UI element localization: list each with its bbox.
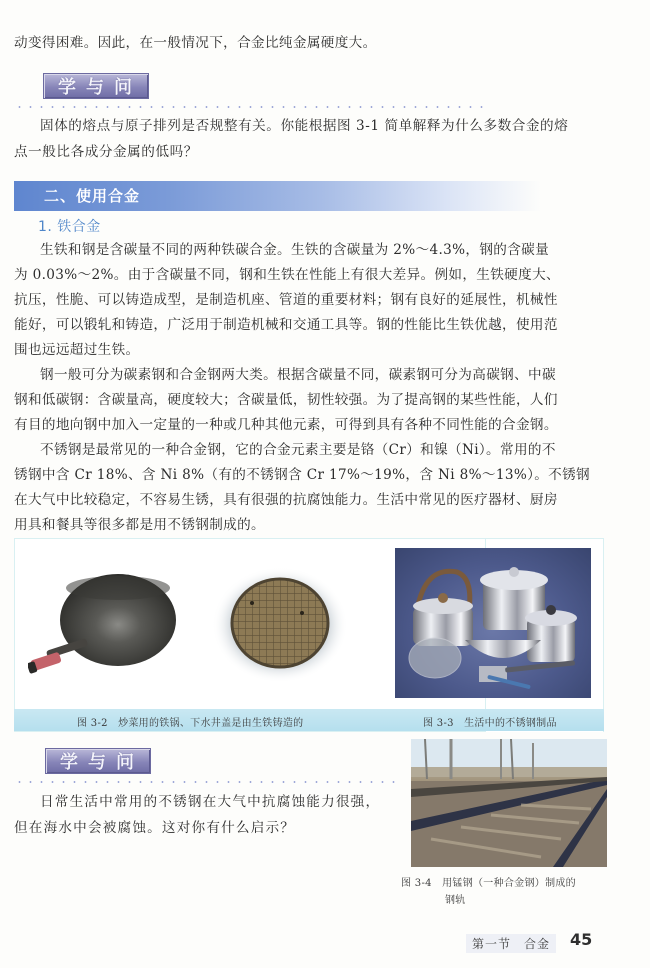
subheading: 1. 铁合金 (38, 219, 101, 235)
figure-caption-3-4-cont: 钢轨 (445, 895, 466, 906)
wok-photo (28, 572, 178, 682)
ask-question-line: 固体的熔点与原子排列是否规整有关。你能根据图 3-1 简单解释为什么多数合金的熔 (40, 118, 569, 134)
figure-caption-3-3: 图 3-3 生活中的不锈钢制品 (423, 718, 557, 729)
ask-char: 学 (60, 752, 80, 773)
figure-caption-3-4: 图 3-4 用锰钢（一种合金钢）制成的 (401, 878, 576, 889)
stainless-steel-photo (395, 548, 591, 698)
page-number: 45 (570, 930, 593, 949)
section-title: 二、使用合金 (44, 187, 141, 205)
ask-char: 问 (116, 752, 136, 773)
body-text-line: 生铁和钢是含碳量不同的两种铁碳合金。生铁的含碳量为 2%～4.3%，钢的含碳量 (40, 242, 550, 258)
body-text-line: 锈钢中含 Cr 18%、含 Ni 8%（有的不锈钢含 Cr 17%～19%，含 Ni 8%～13%）。不锈钢 (14, 467, 590, 483)
ask-char: 问 (114, 77, 134, 98)
ask-box-label (43, 73, 149, 99)
ask-char: 与 (88, 752, 108, 773)
footer-section-label: 第一节 合金 (466, 934, 556, 953)
body-text-line: 不锈钢是最常见的一种合金钢，它的合金元素主要是铬（Cr）和镍（Ni）。常用的不 (40, 442, 556, 458)
ask-char: 与 (86, 77, 106, 98)
body-text-line: 为 0.03%～2%。由于含碳量不同，钢和生铁在性能上有很大差异。例如，生铁硬度大、 (14, 267, 560, 283)
body-text-line: 有目的地向钢中加入一定量的一种或几种其他元素，可得到具有各种不同性能的合金钢。 (14, 417, 558, 433)
body-text-line: 钢和低碳钢：含碳量高，硬度较大；含碳量低，韧性较强。为了提高钢的某些性能，人们 (14, 392, 558, 408)
body-text-line: 围也远远超过生铁。 (14, 342, 140, 358)
rail-track-photo (411, 739, 607, 867)
ask-question-line: 点一般比各成分金属的低吗？ (14, 144, 198, 160)
ask-question-line: 日常生活中常用的不锈钢在大气中抗腐蚀能力很强， (40, 794, 381, 810)
ask-question-line: 但在海水中会被腐蚀。这对你有什么启示？ (14, 820, 296, 836)
body-text-line: 钢一般可分为碳素钢和合金钢两大类。根据含碳量不同，碳素钢可分为高碳钢、中碳 (40, 367, 556, 383)
body-text-line: 在大气中比较稳定，不容易生锈，具有很强的抗腐蚀能力。生活中常见的医疗器材、厨房 (14, 492, 558, 508)
section-header-bar (14, 181, 634, 211)
ask-box-label (45, 748, 151, 774)
ask-char: 学 (58, 77, 78, 98)
body-text-line: 用具和餐具等很多都是用不锈钢制成的。 (14, 517, 265, 533)
dotted-divider (14, 781, 396, 783)
body-text-line: 动变得困难。因此，在一般情况下，合金比纯金属硬度大。 (14, 35, 377, 51)
body-text-line: 能好，可以锻轧和铸造，广泛用于制造机械和交通工具等。钢的性能比生铁优越，使用范 (14, 317, 558, 333)
dotted-divider (14, 106, 490, 108)
body-text-line: 抗压，性脆、可以铸造成型，是制造机座、管道的重要材料；钢有良好的延展性，机械性 (14, 292, 558, 308)
figure-caption-3-2: 图 3-2 炒菜用的铁锅、下水井盖是由生铁铸造的 (77, 718, 304, 729)
manhole-cover-photo (210, 565, 350, 685)
